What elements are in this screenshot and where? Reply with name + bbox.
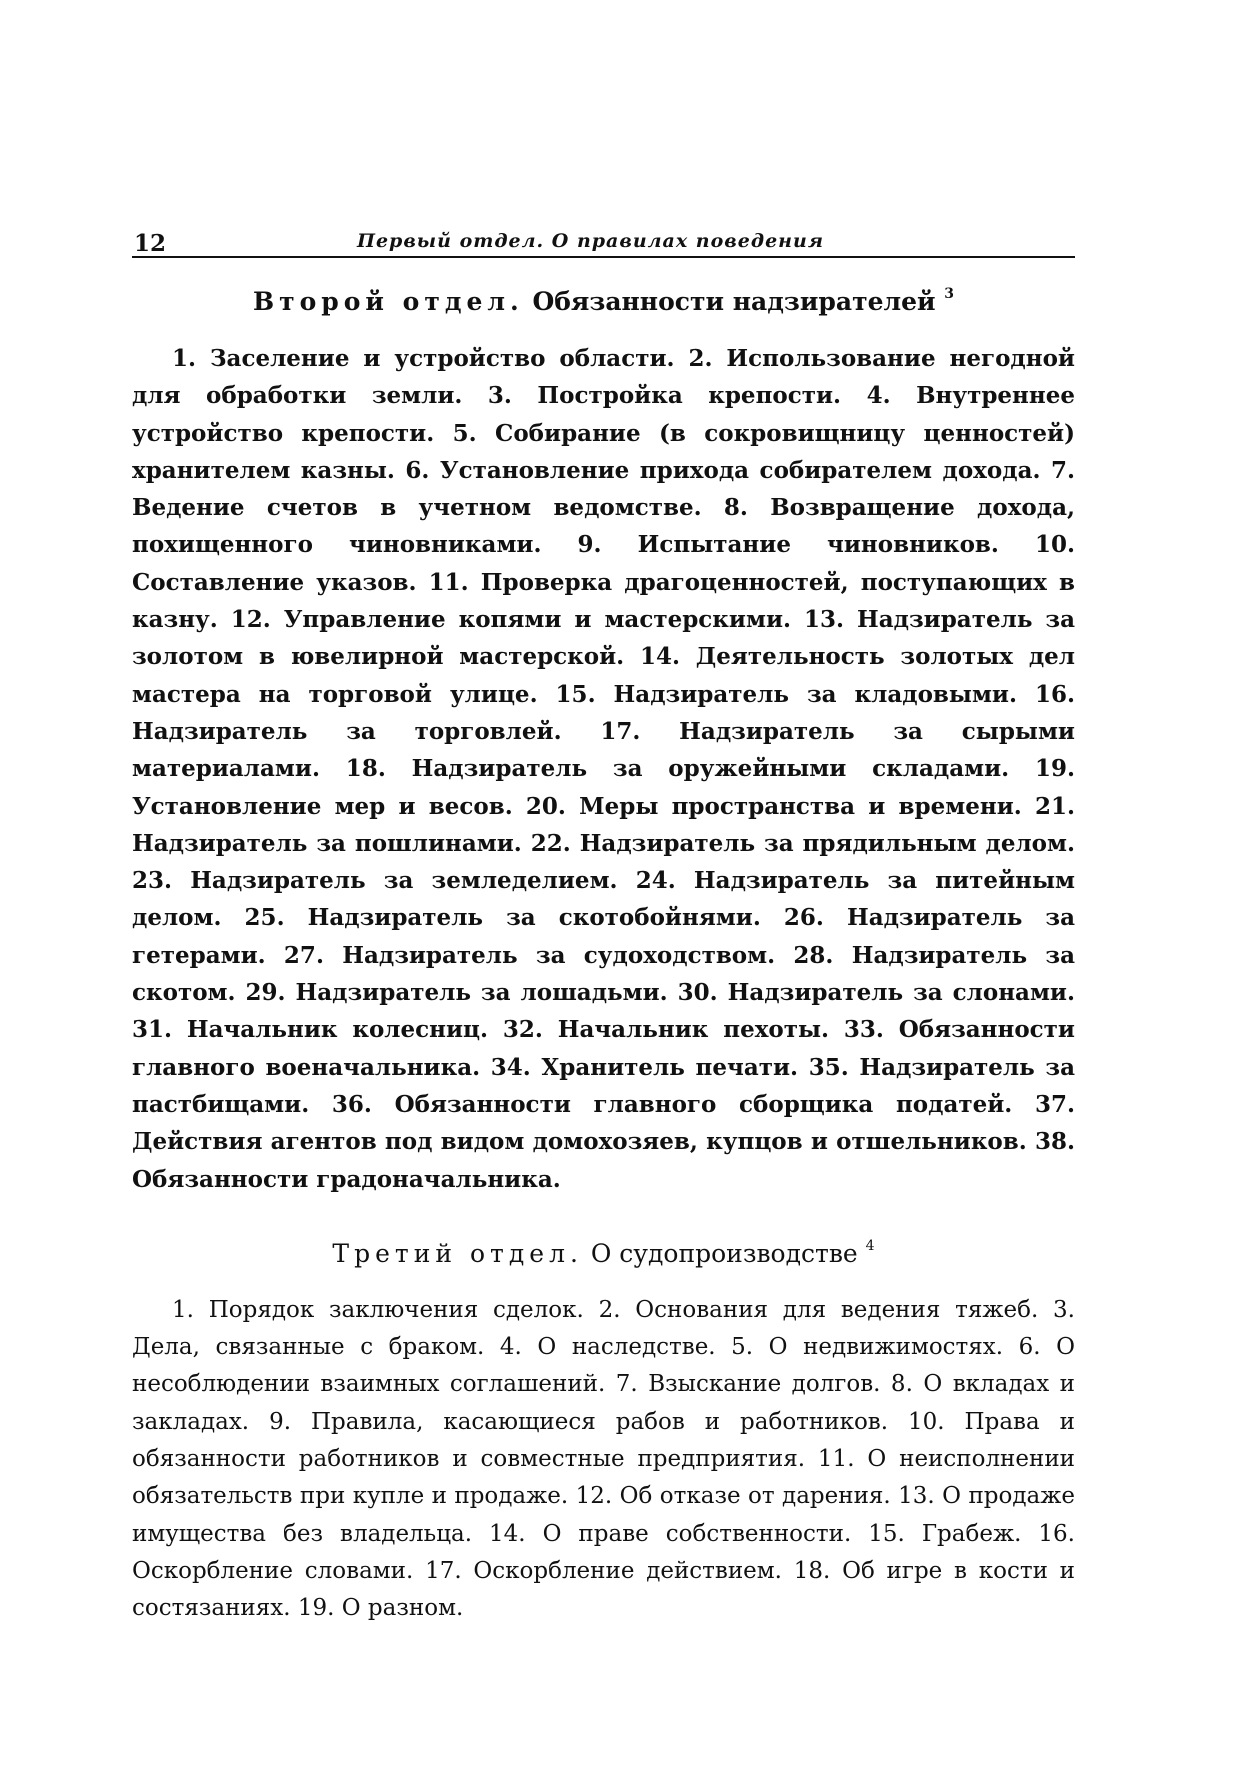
section-three-contents: 1. Порядок заключения сделок. 2. Основания для ведения тяжеб. 3. Дела, связанные с браком. 4. О наследстве. 5. О недвижимостях. 6. О несоблюдении взаимных соглашений. 7. Взыскание долгов. 8. О вкладах и закладах. 9. Правила, касающиеся рабов и работников. 10. Права и обязанности работников и совместные предприятия. 11. О неисполнении обязательств при купле и продаже. 12. Об отказе от дарения. 13. О продаже имущества без владельца. 14. О праве собственности. 15. Грабеж. 16. Оскорбление словами. 17. Оскорбление действием. 18. Об игре в кости и состязаниях. 19. О разном. (132, 1296, 1075, 1622)
footnote-marker: 3 (944, 286, 955, 302)
section-three-heading (132, 1238, 1075, 1268)
section-two-heading (132, 286, 1075, 316)
running-title: Первый отдел. О правилах поведения (357, 230, 824, 252)
section-two-heading-title: Обязанности надзирателей (532, 287, 936, 316)
section-two-heading-label: Второй отдел. (252, 287, 524, 316)
footnote-marker: 4 (865, 1237, 875, 1254)
page-number: 12 (134, 230, 167, 257)
section-three-heading-label: Третий отдел. (332, 1238, 583, 1268)
book-page (132, 222, 1075, 1628)
running-head (132, 222, 1075, 258)
section-three-heading-title: О судопроизводстве (590, 1238, 858, 1268)
section-two-contents: 1. Заселение и устройство области. 2. Использование негодной для обработки земли. 3. Постройка крепости. 4. Внутреннее устройство крепости. 5. Собирание (в сокровищницу ценностей) хранителем казны. 6. Установление прихода собирателем дохода. 7. Ведение счетов в учетном ведомстве. 8. Возвращение дохода, похищенного чиновниками. 9. Испытание чиновников. 10. Составление указов. 11. Проверка драгоценностей, поступающих в казну. 12. Управление копями и мастерскими. 13. Надзиратель за золотом в ювелирной мастерской. 14. Деятельность золотых дел мастера на торговой улице. 15. Надзиратель за кладовыми. 16. Надзиратель за торговлей. 17. Надзиратель за сырыми материалами. 18. Надзиратель за оружейными складами. 19. Установление мер и весов. 20. Меры пространства и времени. 21. Надзиратель за пошлинами. 22. Надзиратель за прядильным делом. 23. Надзиратель за земледелием. 24. Надзиратель за питейным делом. 25. Надзиратель за скотобойнями. 26. Надзиратель за гетерами. 27. Надзиратель за судоходством. 28. Надзиратель за скотом. 29. Надзиратель за лошадьми. 30. Надзиратель за слонами. 31. Начальник колесниц. 32. Начальник пехоты. 33. Обязанности главного военачальника. 34. Хранитель печати. 35. Надзиратель за пастбищами. 36. Обязанности главного сборщика податей. 37. Действия агентов под видом домохозяев, купцов и отшельников. 38. Обязанности градоначальника. (132, 345, 1075, 1193)
